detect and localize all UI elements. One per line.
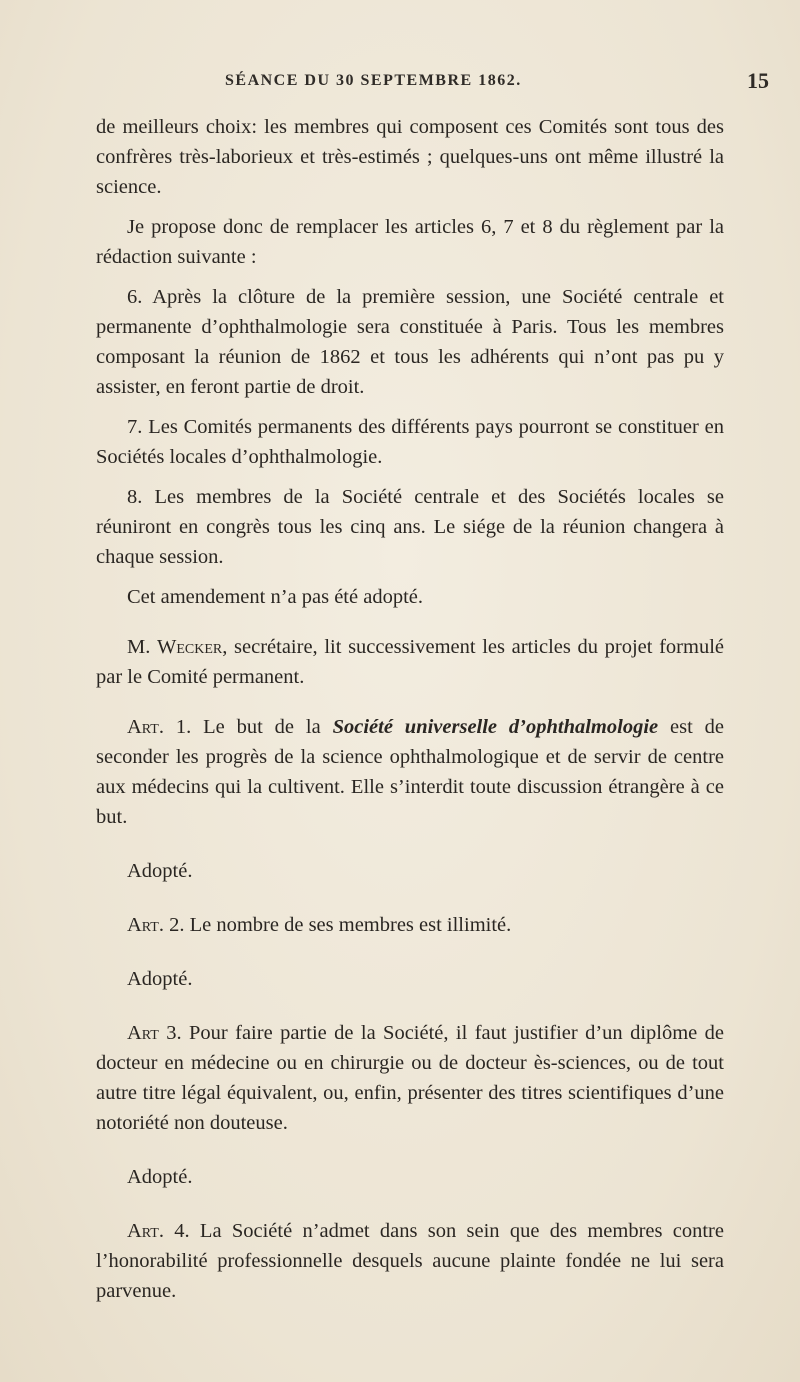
paragraph-article-1 xyxy=(96,712,724,832)
paragraph-amendment-rejected: Cet amendement n’a pas été adopté. xyxy=(127,586,423,608)
article-4-label: Art. 4. xyxy=(127,1220,190,1242)
article-4-text: La Société n’admet dans son sein que des membres contre l’honorabilité professionnelle desquels aucune plainte fondée ne lui sera parvenue. xyxy=(96,1220,724,1302)
paragraph-article-4 xyxy=(96,1216,724,1306)
page-number: 15 xyxy=(747,68,769,93)
paragraph-article-3 xyxy=(96,1018,724,1138)
article-2-label: Art. 2. xyxy=(127,914,185,936)
adopted-3: Adopté. xyxy=(127,1166,193,1188)
paragraph-proposal: Je propose donc de remplacer les articles 6, 7 et 8 du règlement par la rédaction suivante : xyxy=(96,216,724,268)
paragraph-article-2 xyxy=(96,910,724,940)
article-1-text-b: est de seconder les progrès de la science ophthalmologique et de servir de centre aux médecins qui la cultivent. Elle s’interdit toute discussion étrangère à ce but. xyxy=(96,716,724,828)
paragraph-article-7: 7. Les Comités permanents des différents pays pourront se constituer en Sociétés locales d’ophthalmologie. xyxy=(96,416,724,468)
body-text xyxy=(96,112,724,1306)
paragraph-continuation: de meilleurs choix: les membres qui composent ces Comités sont tous des confrères très-laborieux et très-estimés ; quelques-uns ont même illustré la science. xyxy=(96,116,724,198)
paragraph-wecker xyxy=(96,632,724,692)
running-title: SÉANCE DU 30 SEPTEMBRE 1862. xyxy=(225,72,522,89)
society-title: Société universelle d’ophthalmologie xyxy=(332,716,659,738)
article-3-label: Art 3. xyxy=(127,1022,182,1044)
wecker-lead: M. xyxy=(127,636,158,658)
paragraph-article-8: 8. Les membres de la Société centrale et des Sociétés locales se réuniront en congrès tous les cinq ans. Le siége de la réunion changera à chaque session. xyxy=(96,486,724,568)
article-1-text-a: Le but de la xyxy=(191,716,333,738)
article-3-text: Pour faire partie de la Société, il faut justifier d’un diplôme de docteur en médecine ou en chirurgie ou de docteur ès-sciences, ou de tout autre titre légal équivalent, ou, enfin, présenter des titres scientifiques d’une notoriété non douteuse. xyxy=(96,1022,724,1134)
adopted-1: Adopté. xyxy=(127,860,193,882)
article-1-label: Art. 1. xyxy=(127,716,192,738)
wecker-rest: , secrétaire, lit successivement les articles du projet formulé par le Comité permanent. xyxy=(96,636,724,688)
adopted-2: Adopté. xyxy=(127,968,193,990)
wecker-name: Wecker xyxy=(157,636,223,658)
paragraph-article-6: 6. Après la clôture de la première session, une Société centrale et permanente d’ophthalmologie sera constituée à Paris. Tous les membres composant la réunion de 1862 et tous les adhérents qui n’ont pas pu y assister, en feront partie de droit. xyxy=(96,286,724,398)
article-2-text: Le nombre de ses membres est illimité. xyxy=(184,914,512,936)
